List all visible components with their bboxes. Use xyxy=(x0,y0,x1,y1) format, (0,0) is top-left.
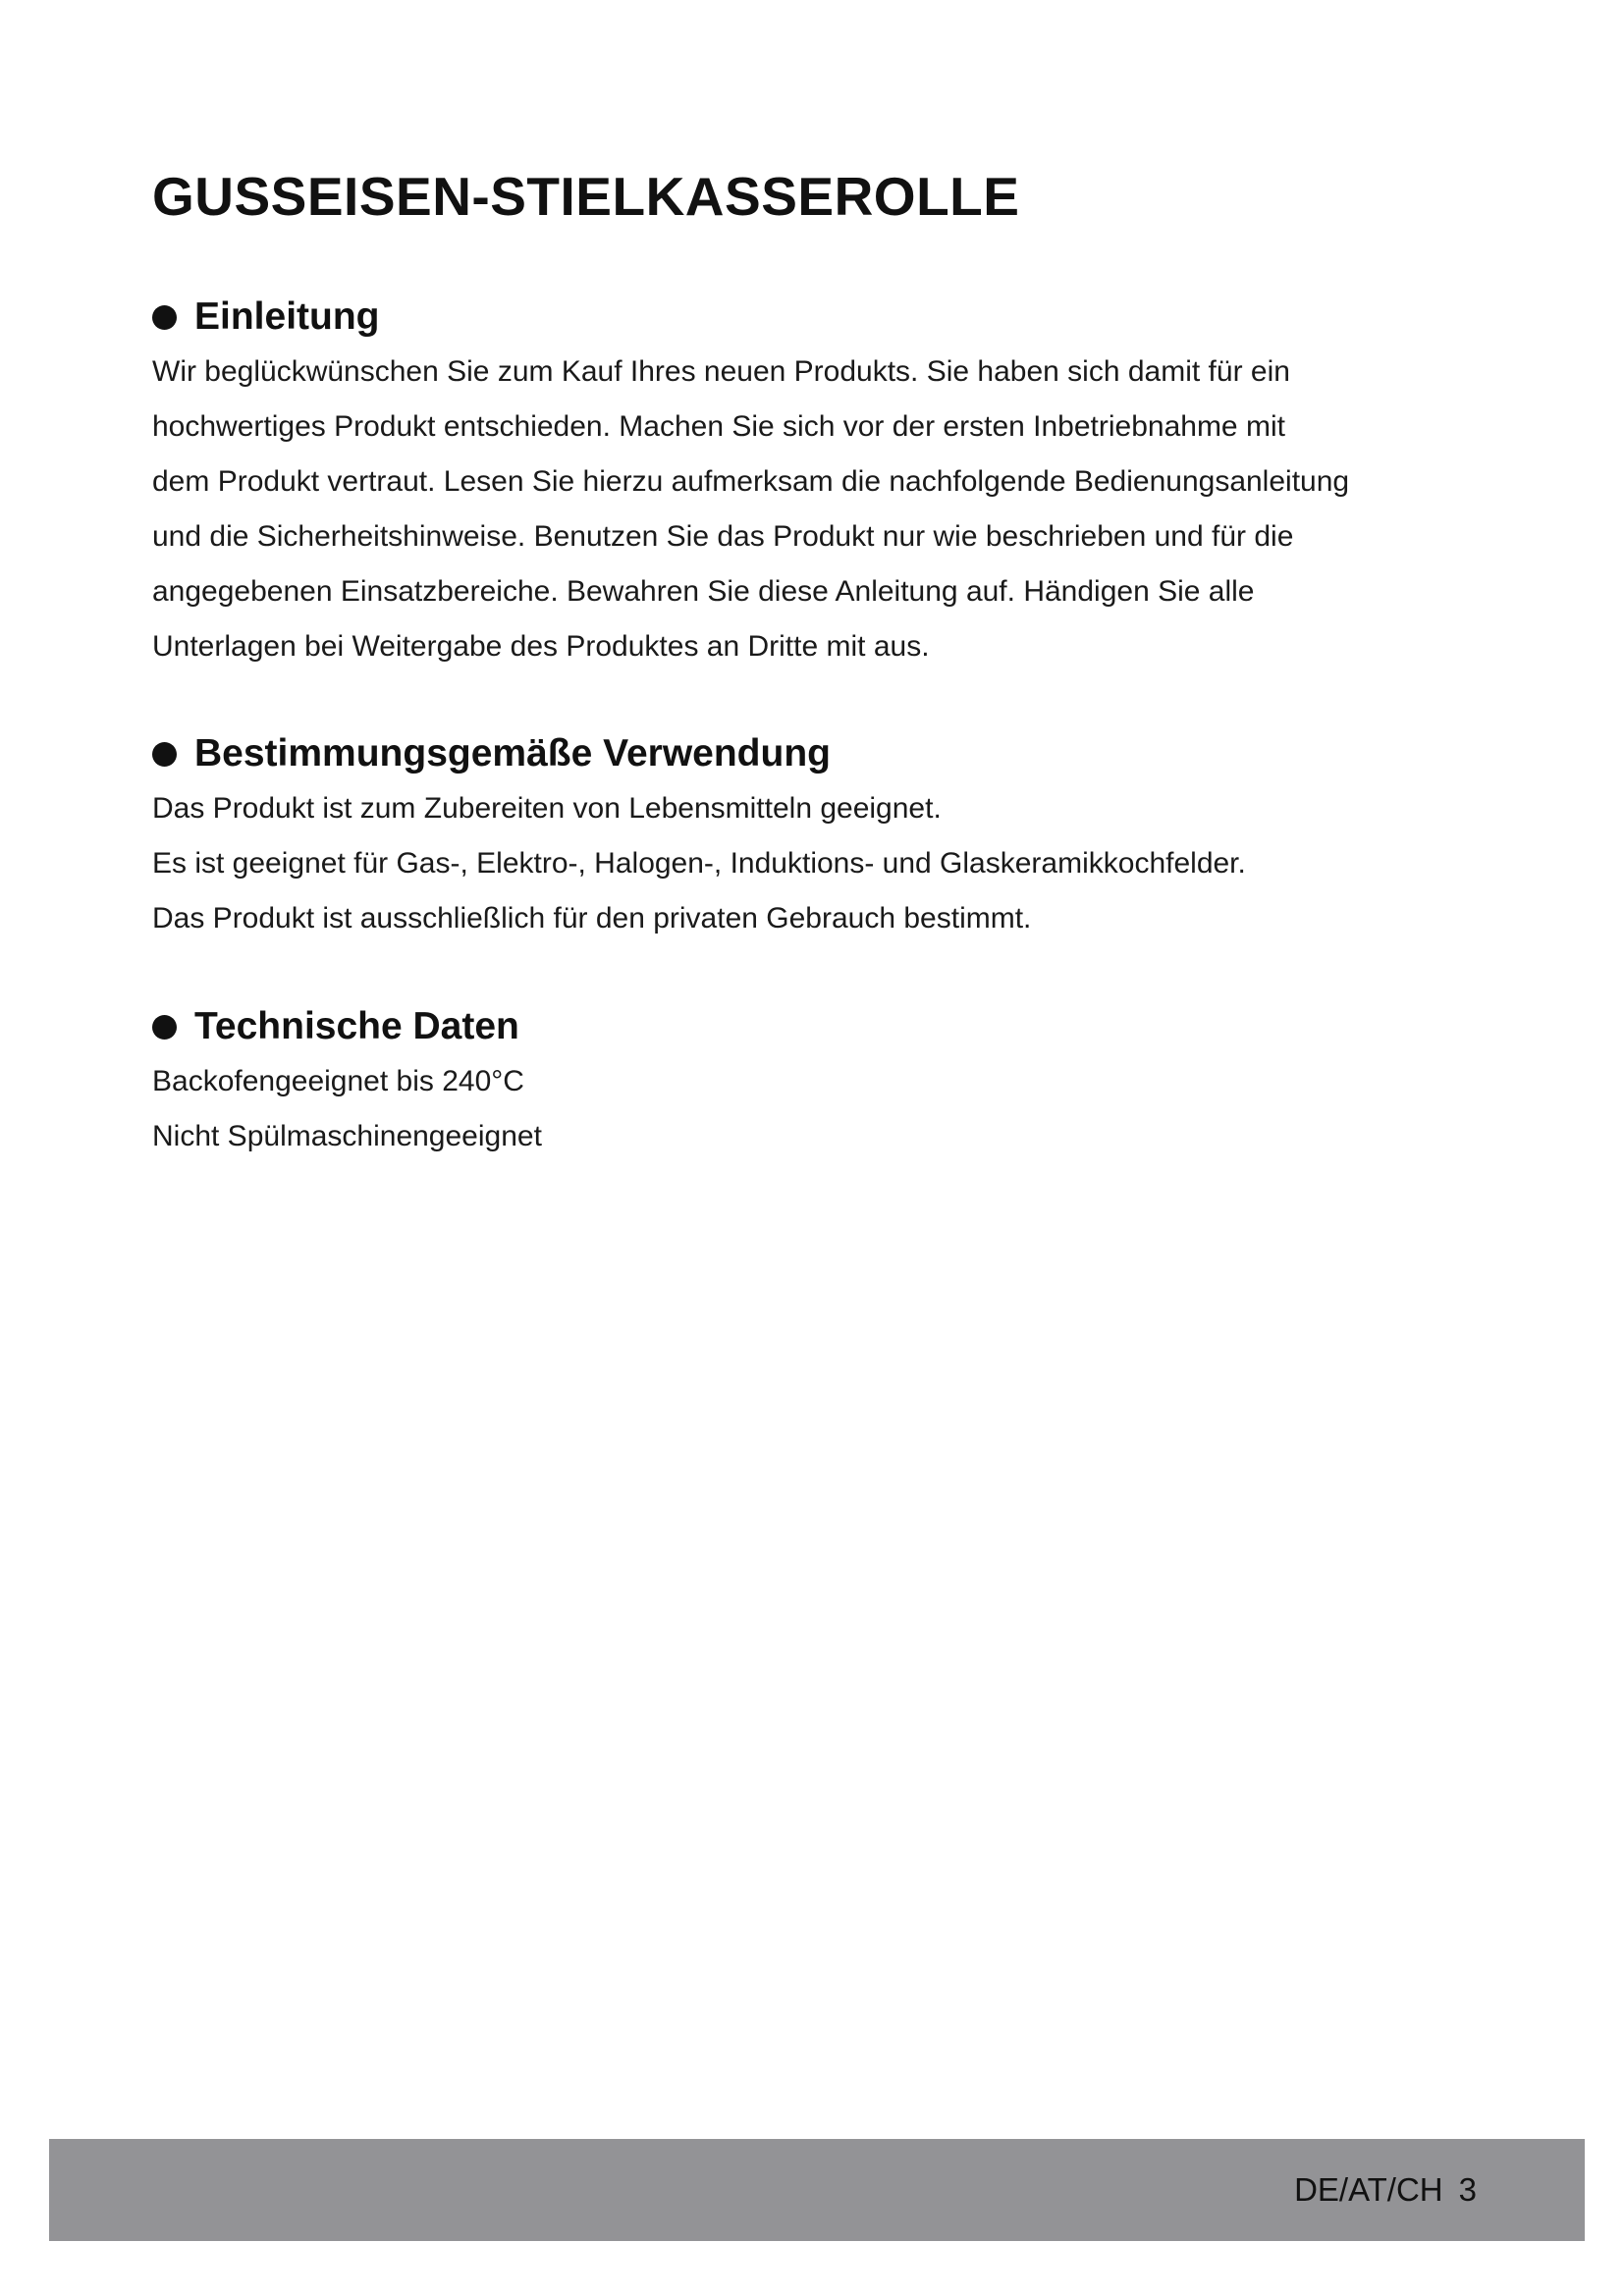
spec-line: Nicht Spülmaschinengeeignet xyxy=(152,1120,542,1152)
paragraph-line: Das Produkt ist zum Zubereiten von Lebensmitteln geeignet. xyxy=(152,792,942,825)
paragraph-line: und die Sicherheitshinweise. Benutzen Sie das Produkt nur wie beschrieben und für die xyxy=(152,520,1294,553)
bullet-icon xyxy=(152,742,177,767)
section-heading-text: Technische Daten xyxy=(194,1005,519,1047)
paragraph-line: Wir beglückwünschen Sie zum Kauf Ihres neuen Produkts. Sie haben sich damit für ein xyxy=(152,355,1290,388)
page-title: GUSSEISEN-STIELKASSEROLLE xyxy=(152,166,1020,227)
paragraph-line: dem Produkt vertraut. Lesen Sie hierzu aufmerksam die nachfolgende Bedienungsanleitung xyxy=(152,465,1350,498)
section-heading-text: Bestimmungsgemäße Verwendung xyxy=(194,732,831,774)
section-technische-daten xyxy=(152,999,1429,1164)
section-heading-text: Einleitung xyxy=(194,295,380,338)
spec-line: Backofengeeignet bis 240°C xyxy=(152,1065,524,1097)
bullet-icon xyxy=(152,305,177,330)
paragraph-line: hochwertiges Produkt entschieden. Machen Sie sich vor der ersten Inbetriebnahme mit xyxy=(152,410,1285,443)
paragraph-line: Es ist geeignet für Gas-, Elektro-, Halogen-, Induktions- und Glaskeramikkochfelder. xyxy=(152,847,1246,880)
section-heading xyxy=(152,726,1429,781)
section-bestimmungsgemaesse-verwendung xyxy=(152,726,1429,946)
paragraph-line: Das Produkt ist ausschließlich für den privaten Gebrauch bestimmt. xyxy=(152,902,1032,934)
footer-bar xyxy=(49,2139,1585,2241)
footer-region: DE/AT/CH xyxy=(1294,2171,1443,2208)
page-number: 3 xyxy=(1458,2171,1477,2208)
section-heading xyxy=(152,999,1429,1054)
footer-text xyxy=(1294,2166,1477,2214)
bullet-icon xyxy=(152,1015,177,1040)
paragraph-line: angegebenen Einsatzbereiche. Bewahren Sie diese Anleitung auf. Händigen Sie alle xyxy=(152,575,1255,608)
section-heading xyxy=(152,290,1429,345)
section-einleitung xyxy=(152,290,1429,674)
paragraph-line: Unterlagen bei Weitergabe des Produktes an Dritte mit aus. xyxy=(152,630,930,663)
